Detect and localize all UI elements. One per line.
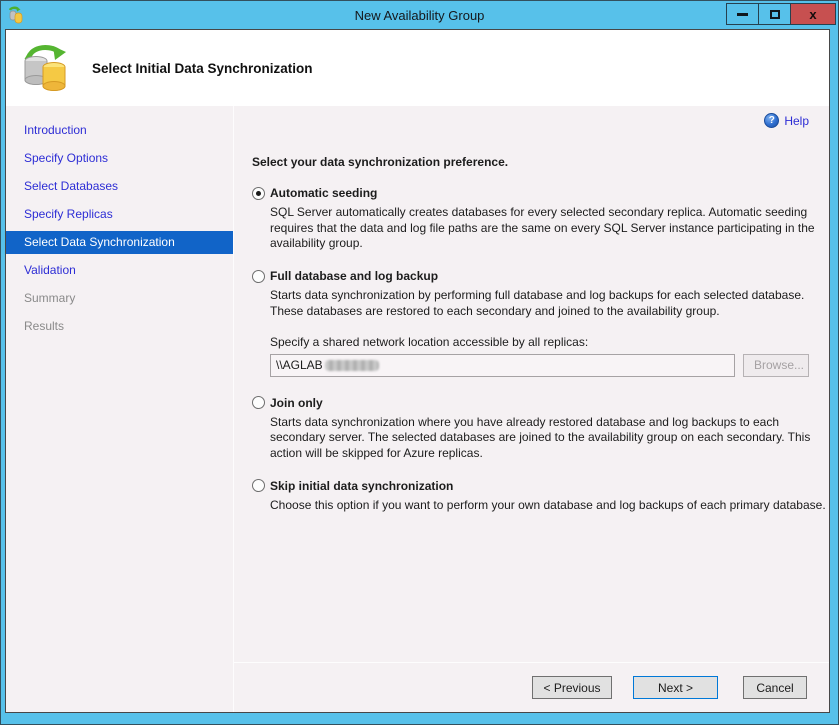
- page-header: [6, 30, 829, 106]
- browse-button[interactable]: Browse...: [743, 354, 809, 377]
- availability-group-icon: [7, 6, 25, 24]
- previous-button[interactable]: < Previous: [532, 676, 612, 699]
- option-skip-sync: [252, 478, 826, 514]
- body-row: [6, 106, 829, 712]
- preference-heading: Select your data synchronization preference.: [252, 155, 509, 169]
- sidebar-item-results: Results: [24, 319, 65, 333]
- sidebar-item-specify-options[interactable]: Specify Options: [24, 151, 109, 165]
- sidebar-item-summary: Summary: [24, 291, 76, 305]
- maximize-button[interactable]: [758, 3, 791, 25]
- close-icon: x: [809, 6, 817, 22]
- help-link[interactable]: [764, 113, 809, 128]
- option-description: Starts data synchronization by performing full database and log backups for each selected database. These databases are restored to each secondary and joined to the availability group.: [270, 288, 805, 318]
- radio-skip-sync[interactable]: [252, 479, 265, 492]
- option-join-only: [252, 396, 809, 462]
- availability-group-sync-icon: [20, 43, 72, 93]
- wizard-footer: [234, 662, 829, 712]
- share-path-value: \\AGLAB: [276, 358, 323, 373]
- main-content: [234, 106, 829, 662]
- close-button[interactable]: [790, 3, 836, 25]
- sidebar-item-specify-replicas[interactable]: Specify Replicas: [24, 207, 113, 221]
- sidebar-item-select-databases[interactable]: Select Databases: [24, 179, 119, 193]
- option-description: Choose this option if you want to perform your own database and log backups of each primary database.: [270, 497, 826, 512]
- radio-join-only[interactable]: [252, 396, 265, 409]
- minimize-icon: [737, 13, 748, 16]
- client-area: [5, 29, 830, 713]
- cancel-button[interactable]: Cancel: [743, 676, 807, 699]
- option-description: Starts data synchronization where you have already restored database and log backups to each secondary server. The selected databases are joined to the availability group on each secondary. This action will be skipped for Azure replicas.: [270, 414, 811, 461]
- minimize-button[interactable]: [726, 3, 759, 25]
- option-label[interactable]: Skip initial data synchronization: [270, 478, 454, 493]
- page-title: Select Initial Data Synchronization: [92, 60, 313, 76]
- option-description: SQL Server automatically creates databases for every selected secondary replica. Automatic seeding requires that the data and log file paths are the same on every SQL Server instance participating in the availability group.: [270, 205, 815, 251]
- sidebar-item-validation[interactable]: Validation: [24, 263, 76, 277]
- option-full-backup: [252, 269, 809, 376]
- radio-full-backup[interactable]: [252, 270, 265, 283]
- window-title: New Availability Group: [354, 7, 485, 23]
- radio-automatic-seeding[interactable]: [252, 187, 265, 200]
- option-label[interactable]: Join only: [270, 395, 323, 410]
- share-path-input[interactable]: [270, 354, 735, 377]
- option-label[interactable]: Automatic seeding: [270, 186, 378, 200]
- wizard-steps-sidebar: [6, 106, 233, 712]
- next-button[interactable]: Next >: [633, 676, 718, 699]
- share-location-block: [270, 335, 809, 377]
- option-automatic-seeding: [252, 186, 815, 252]
- help-icon: ?: [764, 113, 779, 128]
- redacted-text: [325, 360, 379, 371]
- main-panel: [233, 106, 829, 712]
- sidebar-item-introduction[interactable]: Introduction: [24, 123, 87, 137]
- share-location-label: Specify a shared network location accessible by all replicas:: [270, 334, 589, 349]
- option-label[interactable]: Full database and log backup: [270, 269, 439, 284]
- help-row: [252, 113, 809, 128]
- sidebar-item-select-data-synchronization[interactable]: Select Data Synchronization: [6, 231, 233, 254]
- window-controls: [726, 3, 836, 25]
- titlebar: [1, 1, 838, 29]
- help-label: Help: [784, 113, 809, 128]
- maximize-icon: [770, 10, 780, 19]
